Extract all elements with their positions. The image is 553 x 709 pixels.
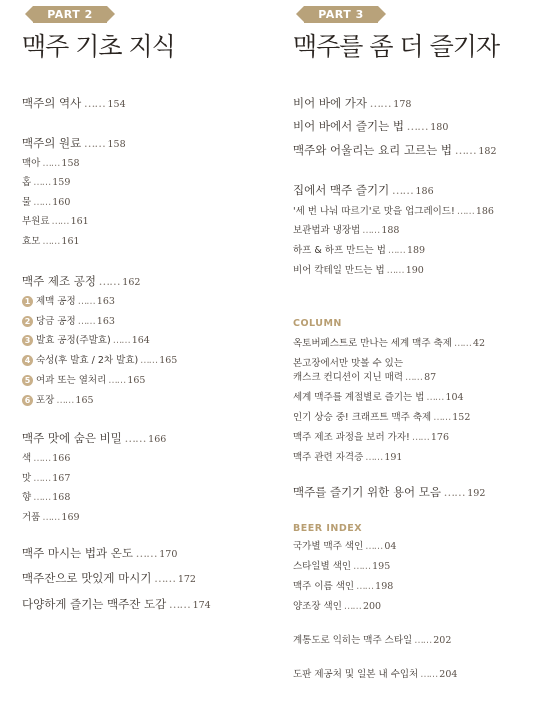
toc-entry-title: 맥주 제조 공정 <box>22 274 96 288</box>
toc-entry-title: 포장 <box>36 395 55 406</box>
toc-entry[interactable] <box>293 598 381 612</box>
step-number-badge: 3 <box>22 335 33 346</box>
toc-entry-title: 맥주와 어울리는 요리 고르는 법 <box>293 143 453 157</box>
toc-entry[interactable] <box>293 449 402 463</box>
page-number: 159 <box>52 177 71 188</box>
toc-entry-title: 비어 바에 가자 <box>293 96 367 110</box>
leader-dots: …… <box>366 96 394 110</box>
toc-entry-title: 본고장에서만 맛볼 수 있는 <box>293 358 404 369</box>
toc-entry[interactable] <box>293 666 457 680</box>
page-number: 165 <box>127 375 146 386</box>
part-title: 맥주를 좀 더 즐기자 <box>293 32 500 61</box>
leader-dots: …… <box>452 143 479 157</box>
toc-entry[interactable] <box>293 409 470 423</box>
toc-entry-title: 맥주 관련 자격증 <box>293 452 364 463</box>
toc-entry-title: 부원료 <box>22 216 50 227</box>
leader-dots: …… <box>363 452 385 463</box>
toc-entry[interactable] <box>22 596 211 612</box>
leader-dots: …… <box>75 316 97 327</box>
leader-dots: …… <box>403 372 425 383</box>
leader-dots: …… <box>409 432 431 443</box>
toc-entry-title: 여과 또는 열처리 <box>36 375 107 386</box>
page-number: 182 <box>478 146 497 157</box>
page-number: 198 <box>375 581 394 592</box>
toc-entry-title: 비어 칵테일 만드는 법 <box>293 265 385 276</box>
toc-entry-title: 맥주를 즐기기 위한 용어 모음 <box>293 485 441 499</box>
leader-dots: …… <box>451 338 473 349</box>
part-banner: PART 2 <box>33 6 107 23</box>
leader-dots: …… <box>360 225 382 236</box>
page-number: 161 <box>70 216 89 227</box>
leader-dots: …… <box>454 206 476 217</box>
toc-entry[interactable] <box>22 95 126 111</box>
toc-entry[interactable] <box>22 509 80 523</box>
toc-entry-title: 맥아 <box>22 158 41 169</box>
toc-entry[interactable] <box>293 118 448 134</box>
toc-entry-title: 다양하게 즐기는 맥주잔 도감 <box>22 597 167 611</box>
page-number: 158 <box>61 158 80 169</box>
leader-dots: …… <box>351 561 373 572</box>
page-number: 188 <box>381 225 400 236</box>
toc-entry-title: 향 <box>22 492 32 503</box>
page-number: 165 <box>159 355 178 366</box>
leader-dots: …… <box>385 245 407 256</box>
leader-dots: …… <box>403 119 431 133</box>
toc-entry[interactable] <box>22 233 80 247</box>
toc-entry[interactable] <box>293 578 393 592</box>
step-number-badge: 6 <box>22 395 33 406</box>
toc-entry[interactable] <box>22 352 177 366</box>
page-number: 180 <box>430 122 449 133</box>
toc-entry-title: 맥주 제조 과정을 보러 가자! <box>293 432 410 443</box>
page-number: 04 <box>384 541 397 552</box>
toc-entry[interactable] <box>22 570 196 586</box>
leader-dots: …… <box>166 597 193 611</box>
toc-entry[interactable] <box>293 95 411 111</box>
leader-dots: …… <box>354 581 376 592</box>
page-number: 167 <box>52 473 71 484</box>
leader-dots: …… <box>81 96 108 110</box>
toc-entry-title: 양조장 색인 <box>293 601 342 612</box>
toc-entry[interactable] <box>22 430 166 446</box>
toc-entry-title: 맥주잔으로 맛있게 마시기 <box>22 571 152 585</box>
page-number: 176 <box>430 432 450 443</box>
leader-dots: …… <box>418 669 440 680</box>
step-number-badge: 2 <box>22 316 33 327</box>
toc-entry[interactable] <box>22 194 70 208</box>
toc-entry-title: 집에서 맥주 즐기기 <box>293 183 390 197</box>
leader-dots: …… <box>138 355 160 366</box>
leader-dots: …… <box>49 216 71 227</box>
page-number: 87 <box>424 372 437 383</box>
toc-entry-title: 홉 <box>22 177 32 188</box>
toc-entry[interactable] <box>22 332 150 346</box>
toc-entry[interactable] <box>293 538 396 552</box>
page-number: 165 <box>75 395 94 406</box>
page-number: 192 <box>467 488 486 499</box>
toc-entry-title: 색 <box>22 453 32 464</box>
toc-entry[interactable] <box>22 450 70 464</box>
leader-dots: …… <box>95 274 123 288</box>
toc-entry-title: 옥토버페스트로 만나는 세계 맥주 축제 <box>293 338 452 349</box>
toc-entry-title: 제맥 공정 <box>36 296 76 307</box>
toc-entry-title: 맥주의 원료 <box>22 136 82 150</box>
page-number: 163 <box>96 316 115 327</box>
toc-entry[interactable] <box>293 262 424 276</box>
leader-dots: …… <box>40 512 62 523</box>
page-number: 191 <box>384 452 403 463</box>
toc-entry-title: 거품 <box>22 512 41 523</box>
page-number: 190 <box>405 265 424 276</box>
toc-entry[interactable] <box>293 182 434 198</box>
leader-dots: …… <box>424 392 446 403</box>
page-number: 166 <box>52 453 71 464</box>
toc-entry[interactable] <box>293 369 436 383</box>
leader-dots: …… <box>31 473 53 484</box>
toc-entry-title: 하프 & 하프 만드는 법 <box>293 245 386 256</box>
page-number: 158 <box>107 139 126 150</box>
leader-dots: …… <box>31 453 53 464</box>
toc-entry[interactable] <box>22 135 126 151</box>
page-number: 178 <box>393 99 412 110</box>
leader-dots: …… <box>40 236 62 247</box>
page-number: 164 <box>131 335 150 346</box>
toc-entry-title: 발효 공정(주발효) <box>36 335 111 346</box>
leader-dots: …… <box>132 546 160 560</box>
leader-dots: …… <box>341 601 363 612</box>
leader-dots: …… <box>121 431 149 445</box>
leader-dots: …… <box>431 412 453 423</box>
page-number: 166 <box>148 434 167 445</box>
page-number: 169 <box>61 512 80 523</box>
page-number: 172 <box>177 574 196 585</box>
toc-entry[interactable] <box>22 470 70 484</box>
leader-dots: …… <box>81 136 108 150</box>
leader-dots: …… <box>110 335 132 346</box>
toc-entry[interactable] <box>293 484 485 500</box>
leader-dots: …… <box>412 635 434 646</box>
leader-dots: …… <box>106 375 128 386</box>
leader-dots: …… <box>31 197 53 208</box>
toc-entry-title: 맥주의 역사 <box>22 96 82 110</box>
toc-entry[interactable] <box>22 545 177 561</box>
page-number: 200 <box>362 601 382 612</box>
toc-entry-title: 인기 상승 중! 크래프트 맥주 축제 <box>293 412 432 423</box>
leader-dots: …… <box>384 265 406 276</box>
page-number: 202 <box>433 635 452 646</box>
page-number: 161 <box>61 236 80 247</box>
toc-entry-title: '세 번 나눠 따르기'로 맛을 업그레이드! <box>293 206 455 217</box>
step-number-badge: 1 <box>22 296 33 307</box>
toc-entry[interactable] <box>293 203 494 217</box>
page-number: 104 <box>445 392 464 403</box>
toc-entry-title: 맥주 마시는 법과 온도 <box>22 546 133 560</box>
leader-dots: …… <box>363 541 385 552</box>
toc-entry[interactable] <box>293 632 451 646</box>
page-number: 170 <box>159 549 178 560</box>
page-number: 162 <box>122 277 141 288</box>
toc-entry[interactable] <box>22 392 94 406</box>
leader-dots: …… <box>151 571 178 585</box>
column-heading: COLUMN <box>293 318 342 329</box>
page-number: 204 <box>439 669 458 680</box>
part-banner: PART 3 <box>304 6 378 23</box>
toc-entry[interactable] <box>22 372 145 386</box>
toc-entry-title: 비어 바에서 즐기는 법 <box>293 119 404 133</box>
leader-dots: …… <box>389 183 416 197</box>
leader-dots: …… <box>31 492 53 503</box>
part-title: 맥주 기초 지식 <box>22 32 175 61</box>
toc-entry[interactable] <box>293 222 399 236</box>
toc-entry-title: 맛 <box>22 473 32 484</box>
page-number: 186 <box>415 186 434 197</box>
toc-entry[interactable] <box>293 335 485 349</box>
toc-entry[interactable] <box>22 155 80 169</box>
toc-entry[interactable] <box>293 429 449 443</box>
toc-entry[interactable] <box>293 558 390 572</box>
toc-entry[interactable] <box>22 273 140 289</box>
toc-entry-title: 국가별 맥주 색인 <box>293 541 364 552</box>
page-number: 189 <box>406 245 426 256</box>
page-number: 186 <box>475 206 494 217</box>
toc-entry-title: 효모 <box>22 236 41 247</box>
toc-entry[interactable] <box>22 174 70 188</box>
page-number: 152 <box>452 412 471 423</box>
page-number: 42 <box>472 338 486 349</box>
beer-index-heading: BEER INDEX <box>293 523 363 534</box>
page-number: 174 <box>192 600 211 611</box>
toc-entry-title: 스타일별 색인 <box>293 561 352 572</box>
toc-entry[interactable] <box>22 213 89 227</box>
toc-entry-title: 맥주 이름 색인 <box>293 581 355 592</box>
toc-entry-title: 숙성(후 발효 / 2차 발효) <box>36 355 139 366</box>
toc-entry-title: 물 <box>22 197 32 208</box>
toc-entry-title: 계통도로 익히는 맥주 스타일 <box>293 635 413 646</box>
page-number: 163 <box>96 296 115 307</box>
leader-dots: …… <box>54 395 76 406</box>
leader-dots: …… <box>40 158 62 169</box>
toc-entry[interactable] <box>293 242 425 256</box>
toc-entry[interactable] <box>293 142 497 158</box>
toc-entry-title: 보관법과 냉장법 <box>293 225 361 236</box>
toc-entry[interactable] <box>22 293 115 307</box>
leader-dots: …… <box>440 485 468 499</box>
leader-dots: …… <box>31 177 53 188</box>
toc-entry-title: 맥주 맛에 숨은 비밀 <box>22 431 122 445</box>
step-number-badge: 5 <box>22 375 33 386</box>
toc-entry-title: 세계 맥주를 계절별로 즐기는 법 <box>293 392 425 403</box>
toc-entry[interactable] <box>22 313 115 327</box>
toc-entry[interactable] <box>22 489 70 503</box>
leader-dots: …… <box>75 296 97 307</box>
toc-entry-title: 캐스크 컨디션이 지닌 매력 <box>293 372 404 383</box>
toc-entry-title: 당금 공정 <box>36 316 76 327</box>
page-number: 160 <box>52 197 71 208</box>
toc-entry-title: 도판 제공처 및 일본 내 수입처 <box>293 669 419 680</box>
page-number: 154 <box>107 99 126 110</box>
page-number: 168 <box>52 492 71 503</box>
toc-entry[interactable] <box>293 355 403 369</box>
page-number: 195 <box>372 561 391 572</box>
toc-entry[interactable] <box>293 389 464 403</box>
step-number-badge: 4 <box>22 355 33 366</box>
